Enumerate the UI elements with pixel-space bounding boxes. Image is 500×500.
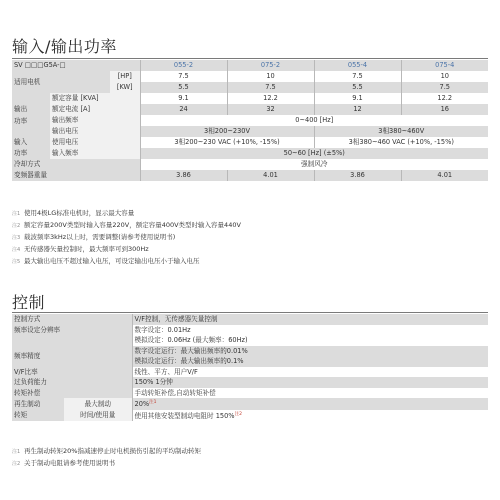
- note-number: 注5: [12, 259, 21, 265]
- input-freq-label: 输入频率: [50, 148, 140, 159]
- note-ref-mark: 注2: [234, 411, 242, 417]
- output-freq-row: [12, 115, 488, 126]
- note-line: [12, 232, 488, 244]
- vf-row: [12, 367, 488, 378]
- motor-hp-value: 10: [401, 71, 488, 82]
- torque-boost-row: [12, 388, 488, 399]
- freq-acc-row: [12, 346, 488, 357]
- note-number: 注1: [12, 211, 21, 217]
- vf-value: 线性、平方、用户V/F: [132, 367, 488, 378]
- control-notes: [12, 446, 488, 470]
- control-table: [12, 314, 488, 421]
- duty-value: [132, 410, 488, 422]
- rated-current-value: 24: [140, 104, 227, 115]
- note-line: [12, 256, 488, 268]
- input-freq-row: [12, 148, 488, 159]
- weight-value: 3.86: [314, 170, 401, 181]
- note-number: 注4: [12, 247, 21, 253]
- duty-row: [12, 410, 488, 422]
- motor-kw-value: 7.5: [227, 82, 314, 93]
- note-text: 关于制动电阻请参考使用说明书: [24, 459, 115, 467]
- motor-kw-value: 5.5: [140, 82, 227, 93]
- note-text: 额定容量200V类型时输入容量220V，额定容量400V类型时输入容量440V: [24, 221, 241, 229]
- control-method-label: 控制方式: [12, 314, 132, 325]
- output-voltage-200: 3相200~230V: [140, 126, 314, 137]
- cooling-label: 冷却方式: [12, 159, 140, 170]
- motor-kw-unit: [KW]: [110, 82, 140, 93]
- motor-kw-value: 7.5: [401, 82, 488, 93]
- freq-acc-analog: 模拟设定运行：最大输出频率的0.1%: [132, 356, 488, 367]
- model-label: SV □□□G5A-□: [12, 60, 140, 71]
- motor-hp-unit: [HP]: [110, 71, 140, 82]
- output-group-label: 输出 功率: [12, 93, 50, 137]
- freq-res-analog: 模拟设定：0.06Hz (最大频率：60Hz): [132, 335, 488, 346]
- weight-value: 3.86: [140, 170, 227, 181]
- note-text: 再生制动转矩20%指减速停止时电机损伤引起的平均制动转矩: [24, 447, 201, 455]
- freq-res-row: [12, 325, 488, 336]
- control-method-value: V/F控制，无传感器矢量控制: [132, 314, 488, 325]
- weight-value: 4.01: [227, 170, 314, 181]
- rated-current-label: 额定电流 [A]: [50, 104, 140, 115]
- output-voltage-row: [12, 126, 488, 137]
- model-row: [12, 60, 488, 71]
- use-voltage-label: 使用电压: [50, 137, 140, 148]
- rated-capacity-row: [12, 93, 488, 104]
- use-voltage-400: 3相380~460 VAC (+10%, -15%): [314, 137, 488, 148]
- cooling-row: [12, 159, 488, 170]
- note-line: [12, 220, 488, 232]
- rated-current-value: 32: [227, 104, 314, 115]
- note-number: 注2: [12, 461, 21, 467]
- control-method-row: [12, 314, 488, 325]
- note-number: 注3: [12, 235, 21, 241]
- note-line: [12, 244, 488, 256]
- rated-current-value: 12: [314, 104, 401, 115]
- freq-res-label: 频率设定分辨率: [12, 325, 132, 346]
- note-ref-mark: 注1: [149, 400, 157, 405]
- torque-boost-value: 手动转矩补偿,自动转矩补偿: [132, 388, 488, 399]
- title-divider: [12, 58, 488, 59]
- output-freq-label: 输出频率: [50, 115, 140, 126]
- rated-capacity-value: 12.2: [401, 93, 488, 104]
- output-voltage-400: 3相380~460V: [314, 126, 488, 137]
- model-055-4: 055-4: [314, 60, 401, 71]
- duty-text: 使用其他安装型制动电阻时 150%: [134, 411, 235, 420]
- section-title-io-power: 输入/输出功率: [12, 37, 117, 56]
- freq-res-digital: 数字设定：0.01Hz: [132, 325, 488, 336]
- max-brake-text: 20%: [134, 400, 150, 409]
- model-075-4: 075-4: [401, 60, 488, 71]
- weight-label: 变频器重量: [12, 170, 140, 181]
- rated-current-row: [12, 104, 488, 115]
- io-power-table: [12, 60, 488, 181]
- rated-capacity-label: 额定容量 [KVA]: [50, 93, 140, 104]
- note-line: [12, 446, 488, 458]
- motor-hp-value: 10: [227, 71, 314, 82]
- freq-acc-label: 频率精度: [12, 346, 132, 367]
- cooling-value: 强制风冷: [140, 159, 488, 170]
- note-number: 注1: [12, 449, 21, 455]
- note-line: [12, 208, 488, 220]
- rated-capacity-value: 9.1: [140, 93, 227, 104]
- use-voltage-200: 3相200~230 VAC (+10%, -15%): [140, 137, 314, 148]
- overload-row: [12, 377, 488, 388]
- rated-current-value: 16: [401, 104, 488, 115]
- input-freq-value: 50~60 [Hz] (±5%): [140, 148, 488, 159]
- input-group-label: 输入 功率: [12, 137, 50, 159]
- brake-label: 再生制动 转矩: [12, 398, 64, 421]
- motor-label: 适用电机: [12, 71, 110, 93]
- max-brake-row: [12, 398, 488, 410]
- overload-label: 过负荷能力: [12, 377, 132, 388]
- output-freq-value: 0~400 [Hz]: [140, 115, 488, 126]
- rated-capacity-value: 12.2: [227, 93, 314, 104]
- model-055-2: 055-2: [140, 60, 227, 71]
- max-brake-value: [132, 398, 488, 410]
- torque-boost-label: 转矩补偿: [12, 388, 132, 399]
- output-voltage-label: 输出电压: [50, 126, 140, 137]
- freq-acc-digital: 数字设定运行：最大输出频率的0.01%: [132, 346, 488, 357]
- note-line: [12, 458, 488, 470]
- model-075-2: 075-2: [227, 60, 314, 71]
- duty-label: 时间/使用量: [64, 410, 132, 422]
- vf-label: V/F比率: [12, 367, 132, 378]
- title-divider: [12, 312, 488, 313]
- motor-hp-row: [12, 71, 488, 82]
- overload-value: 150% 1分钟: [132, 377, 488, 388]
- note-text: 无传感器矢量控制时，最大频率可到300Hz: [24, 245, 149, 253]
- rated-capacity-value: 9.1: [314, 93, 401, 104]
- note-text: 载波频率3kHz以上时，需要调整(请参考使用说明书): [24, 233, 176, 241]
- weight-value: 4.01: [401, 170, 488, 181]
- use-voltage-row: [12, 137, 488, 148]
- motor-hp-value: 7.5: [140, 71, 227, 82]
- motor-hp-value: 7.5: [314, 71, 401, 82]
- motor-kw-value: 5.5: [314, 82, 401, 93]
- max-brake-label: 最大制动: [64, 398, 132, 410]
- note-text: 使用4极LG标准电机时，显示最大容量: [24, 209, 135, 217]
- note-number: 注2: [12, 223, 21, 229]
- section-title-control: 控制: [12, 293, 46, 312]
- io-notes: [12, 208, 488, 268]
- note-text: 最大输出电压不超过输入电压，可设定输出电压小于输入电压: [24, 257, 200, 265]
- weight-row: [12, 170, 488, 181]
